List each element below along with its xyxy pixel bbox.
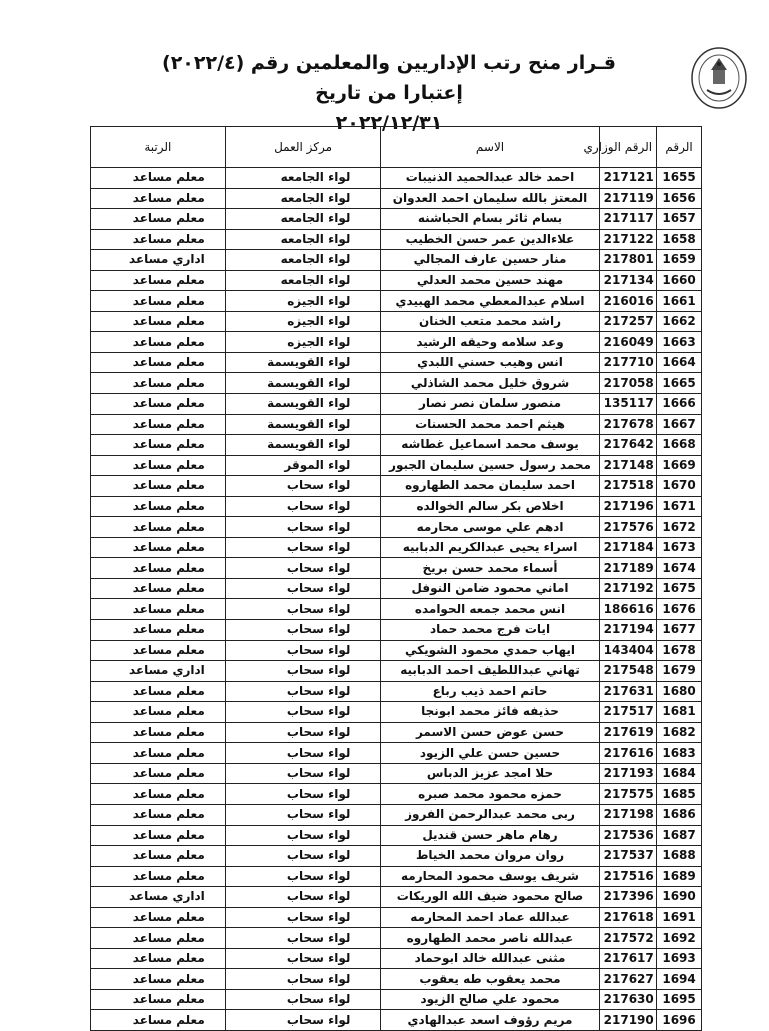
title-line-2: ٢٠٢٢/١٢/٣١	[335, 112, 443, 134]
table-row	[91, 846, 702, 867]
cell-name: احمد خالد عبدالحميد الذنيبات	[381, 168, 599, 189]
cell-number: 1673	[657, 537, 702, 558]
table-row	[91, 394, 702, 415]
cell-ministerial-number: 217119	[599, 188, 656, 209]
table-row	[91, 414, 702, 435]
cell-ministerial-number: 217710	[599, 352, 656, 373]
header-number: الرقم	[657, 127, 702, 168]
header-rank: الرتبة	[91, 127, 226, 168]
cell-number: 1687	[657, 825, 702, 846]
cell-rank: معلم مساعد	[91, 352, 226, 373]
cell-name: محمد رسول حسين سليمان الجبور	[381, 455, 599, 476]
cell-ministerial-number: 217630	[599, 989, 656, 1010]
cell-number: 1690	[657, 887, 702, 908]
table-row	[91, 702, 702, 723]
cell-name: عبدالله ناصر محمد الطهاروه	[381, 928, 599, 949]
cell-rank: معلم مساعد	[91, 681, 226, 702]
cell-work-center: لواء سحاب	[225, 496, 381, 517]
cell-ministerial-number: 143404	[599, 640, 656, 661]
cell-work-center: لواء الجيزه	[225, 311, 381, 332]
table-row	[91, 804, 702, 825]
cell-work-center: لواء سحاب	[225, 661, 381, 682]
cell-rank: معلم مساعد	[91, 311, 226, 332]
table-row	[91, 784, 702, 805]
cell-number: 1680	[657, 681, 702, 702]
cell-work-center: لواء سحاب	[225, 537, 381, 558]
cell-name: يوسف محمد اسماعيل غطاشه	[381, 435, 599, 456]
cell-rank: معلم مساعد	[91, 188, 226, 209]
cell-rank: معلم مساعد	[91, 332, 226, 353]
table-row	[91, 496, 702, 517]
cell-name: مهند حسين محمد العدلي	[381, 270, 599, 291]
table-row	[91, 188, 702, 209]
cell-number: 1678	[657, 640, 702, 661]
cell-rank: معلم مساعد	[91, 948, 226, 969]
cell-rank: معلم مساعد	[91, 435, 226, 456]
cell-ministerial-number: 186616	[599, 599, 656, 620]
cell-rank: معلم مساعد	[91, 168, 226, 189]
table-row	[91, 455, 702, 476]
table-row	[91, 640, 702, 661]
cell-rank: معلم مساعد	[91, 496, 226, 517]
cell-work-center: لواء سحاب	[225, 743, 381, 764]
header-work-center: مركز العمل	[225, 127, 381, 168]
table-row	[91, 435, 702, 456]
cell-work-center: لواء الجامعه	[225, 168, 381, 189]
table-row	[91, 866, 702, 887]
cell-rank: معلم مساعد	[91, 989, 226, 1010]
cell-work-center: لواء سحاب	[225, 928, 381, 949]
document-title	[149, 48, 629, 138]
cell-number: 1672	[657, 517, 702, 538]
cell-work-center: لواء القويسمة	[225, 352, 381, 373]
cell-rank: معلم مساعد	[91, 1010, 226, 1031]
cell-ministerial-number: 217396	[599, 887, 656, 908]
cell-name: اسراء يحيى عبدالكريم الدبابيه	[381, 537, 599, 558]
cell-rank: معلم مساعد	[91, 476, 226, 497]
cell-ministerial-number: 217184	[599, 537, 656, 558]
cell-work-center: لواء سحاب	[225, 558, 381, 579]
cell-name: وعد سلامه وحيقه الرشيد	[381, 332, 599, 353]
cell-rank: معلم مساعد	[91, 209, 226, 230]
cell-ministerial-number: 217678	[599, 414, 656, 435]
cell-name: ادهم علي موسى محارمه	[381, 517, 599, 538]
document-header	[0, 0, 769, 134]
cell-ministerial-number: 217121	[599, 168, 656, 189]
cell-work-center: لواء سحاب	[225, 763, 381, 784]
cell-number: 1696	[657, 1010, 702, 1031]
ministry-emblem-icon	[689, 40, 749, 120]
cell-name: شريف يوسف محمود المحارمه	[381, 866, 599, 887]
cell-work-center: لواء الجامعه	[225, 188, 381, 209]
cell-number: 1656	[657, 188, 702, 209]
cell-rank: معلم مساعد	[91, 270, 226, 291]
table-row	[91, 517, 702, 538]
cell-number: 1664	[657, 352, 702, 373]
cell-rank: معلم مساعد	[91, 373, 226, 394]
cell-ministerial-number: 217617	[599, 948, 656, 969]
cell-ministerial-number: 217618	[599, 907, 656, 928]
table-row	[91, 352, 702, 373]
cell-work-center: لواء الجامعه	[225, 209, 381, 230]
cell-ministerial-number: 217192	[599, 578, 656, 599]
cell-name: اخلاص بكر سالم الخوالده	[381, 496, 599, 517]
cell-ministerial-number: 217117	[599, 209, 656, 230]
cell-ministerial-number: 217148	[599, 455, 656, 476]
cell-ministerial-number: 217627	[599, 969, 656, 990]
cell-number: 1667	[657, 414, 702, 435]
table-row	[91, 620, 702, 641]
cell-name: ايهاب حمدي محمود الشويكي	[381, 640, 599, 661]
cell-work-center: لواء سحاب	[225, 866, 381, 887]
cell-rank: معلم مساعد	[91, 928, 226, 949]
cell-ministerial-number: 217576	[599, 517, 656, 538]
cell-name: حمزه محمود محمد صبره	[381, 784, 599, 805]
cell-rank: معلم مساعد	[91, 517, 226, 538]
cell-name: المعتز بالله سليمان احمد العدوان	[381, 188, 599, 209]
cell-rank: معلم مساعد	[91, 846, 226, 867]
title-line-1: قـرار منح رتب الإداريين والمعلمين رقم (٢٠٢٢/٤) إعتبارا من تاريخ	[162, 52, 616, 104]
cell-rank: معلم مساعد	[91, 702, 226, 723]
cell-rank: معلم مساعد	[91, 578, 226, 599]
cell-name: حسن عوض حسن الاسمر	[381, 722, 599, 743]
cell-ministerial-number: 217196	[599, 496, 656, 517]
table-row	[91, 311, 702, 332]
cell-rank: معلم مساعد	[91, 394, 226, 415]
cell-ministerial-number: 217575	[599, 784, 656, 805]
cell-name: ايات فرج محمد حماد	[381, 620, 599, 641]
table-row	[91, 599, 702, 620]
cell-work-center: لواء سحاب	[225, 620, 381, 641]
table-row	[91, 558, 702, 579]
table-row	[91, 722, 702, 743]
cell-number: 1683	[657, 743, 702, 764]
cell-number: 1671	[657, 496, 702, 517]
cell-ministerial-number: 217619	[599, 722, 656, 743]
cell-name: منار حسين عارف المجالي	[381, 250, 599, 271]
cell-number: 1661	[657, 291, 702, 312]
cell-ministerial-number: 217257	[599, 311, 656, 332]
cell-number: 1689	[657, 866, 702, 887]
cell-rank: معلم مساعد	[91, 969, 226, 990]
table-row	[91, 763, 702, 784]
cell-work-center: لواء سحاب	[225, 476, 381, 497]
cell-name: مريم رؤوف اسعد عبدالهادي	[381, 1010, 599, 1031]
cell-number: 1679	[657, 661, 702, 682]
cell-work-center: لواء سحاب	[225, 722, 381, 743]
cell-rank: معلم مساعد	[91, 722, 226, 743]
cell-name: أسماء محمد حسن بريخ	[381, 558, 599, 579]
cell-number: 1675	[657, 578, 702, 599]
cell-work-center: لواء سحاب	[225, 969, 381, 990]
cell-ministerial-number: 217548	[599, 661, 656, 682]
cell-number: 1677	[657, 620, 702, 641]
cell-name: تهاني عبداللطيف احمد الدبابيه	[381, 661, 599, 682]
cell-ministerial-number: 217537	[599, 846, 656, 867]
cell-rank: معلم مساعد	[91, 291, 226, 312]
cell-work-center: لواء سحاب	[225, 517, 381, 538]
cell-number: 1670	[657, 476, 702, 497]
cell-number: 1684	[657, 763, 702, 784]
cell-ministerial-number: 217058	[599, 373, 656, 394]
cell-work-center: لواء الجامعه	[225, 270, 381, 291]
table-row	[91, 250, 702, 271]
cell-work-center: لواء القويسمة	[225, 414, 381, 435]
cell-number: 1668	[657, 435, 702, 456]
promotions-table-wrapper	[90, 126, 702, 1031]
cell-work-center: لواء سحاب	[225, 948, 381, 969]
cell-name: حاتم احمد ذيب رباع	[381, 681, 599, 702]
header-ministerial-number: الرقم الوزاري	[599, 127, 656, 168]
cell-ministerial-number: 216049	[599, 332, 656, 353]
cell-rank: معلم مساعد	[91, 599, 226, 620]
cell-rank: اداري مساعد	[91, 661, 226, 682]
cell-work-center: لواء القويسمة	[225, 394, 381, 415]
cell-name: رهام ماهر حسن قنديل	[381, 825, 599, 846]
cell-work-center: لواء سحاب	[225, 599, 381, 620]
cell-number: 1663	[657, 332, 702, 353]
cell-name: اسلام عبدالمعطي محمد الهبيدي	[381, 291, 599, 312]
cell-ministerial-number: 217517	[599, 702, 656, 723]
cell-number: 1695	[657, 989, 702, 1010]
cell-ministerial-number: 217642	[599, 435, 656, 456]
cell-rank: معلم مساعد	[91, 640, 226, 661]
cell-number: 1674	[657, 558, 702, 579]
cell-work-center: لواء سحاب	[225, 784, 381, 805]
cell-rank: معلم مساعد	[91, 455, 226, 476]
cell-rank: معلم مساعد	[91, 866, 226, 887]
cell-rank: معلم مساعد	[91, 784, 226, 805]
cell-number: 1662	[657, 311, 702, 332]
cell-rank: معلم مساعد	[91, 743, 226, 764]
table-body	[91, 168, 702, 1031]
cell-name: علاءالدين عمر حسن الخطيب	[381, 229, 599, 250]
cell-ministerial-number: 217801	[599, 250, 656, 271]
cell-ministerial-number: 217516	[599, 866, 656, 887]
cell-name: راشد محمد متعب الخنان	[381, 311, 599, 332]
cell-ministerial-number: 217193	[599, 763, 656, 784]
cell-ministerial-number: 217536	[599, 825, 656, 846]
cell-ministerial-number: 217616	[599, 743, 656, 764]
cell-number: 1682	[657, 722, 702, 743]
cell-name: محمد يعقوب طه يعقوب	[381, 969, 599, 990]
cell-work-center: لواء القويسمة	[225, 373, 381, 394]
table-row	[91, 229, 702, 250]
table-row	[91, 887, 702, 908]
table-row	[91, 681, 702, 702]
cell-work-center: لواء الجامعه	[225, 250, 381, 271]
cell-rank: معلم مساعد	[91, 825, 226, 846]
cell-ministerial-number: 135117	[599, 394, 656, 415]
cell-name: اماني محمود ضامن النوفل	[381, 578, 599, 599]
cell-number: 1655	[657, 168, 702, 189]
cell-number: 1692	[657, 928, 702, 949]
cell-rank: معلم مساعد	[91, 229, 226, 250]
cell-number: 1693	[657, 948, 702, 969]
cell-rank: معلم مساعد	[91, 537, 226, 558]
table-row	[91, 948, 702, 969]
cell-work-center: لواء سحاب	[225, 846, 381, 867]
cell-work-center: لواء الجيزه	[225, 332, 381, 353]
table-row	[91, 928, 702, 949]
cell-ministerial-number: 216016	[599, 291, 656, 312]
cell-name: عبدالله عماد احمد المحارمه	[381, 907, 599, 928]
cell-name: حسين حسن علي الزيود	[381, 743, 599, 764]
cell-name: شروق خليل محمد الشاذلي	[381, 373, 599, 394]
cell-work-center: لواء سحاب	[225, 804, 381, 825]
cell-ministerial-number: 217189	[599, 558, 656, 579]
table-row	[91, 537, 702, 558]
cell-rank: معلم مساعد	[91, 804, 226, 825]
cell-work-center: لواء سحاب	[225, 1010, 381, 1031]
table-row	[91, 332, 702, 353]
cell-work-center: لواء سحاب	[225, 681, 381, 702]
table-row	[91, 1010, 702, 1031]
cell-rank: اداري مساعد	[91, 887, 226, 908]
cell-name: صالح محمود ضيف الله الوريكات	[381, 887, 599, 908]
cell-work-center: لواء الموقر	[225, 455, 381, 476]
cell-number: 1660	[657, 270, 702, 291]
cell-name: بسام ثائر بسام الحباشنه	[381, 209, 599, 230]
cell-number: 1676	[657, 599, 702, 620]
table-row	[91, 209, 702, 230]
cell-name: مثنى عبدالله خالد ابوحماد	[381, 948, 599, 969]
cell-ministerial-number: 217122	[599, 229, 656, 250]
cell-ministerial-number: 217134	[599, 270, 656, 291]
cell-ministerial-number: 217194	[599, 620, 656, 641]
cell-number: 1669	[657, 455, 702, 476]
cell-number: 1691	[657, 907, 702, 928]
cell-name: منصور سلمان نصر نصار	[381, 394, 599, 415]
cell-number: 1666	[657, 394, 702, 415]
cell-number: 1694	[657, 969, 702, 990]
cell-number: 1659	[657, 250, 702, 271]
cell-rank: معلم مساعد	[91, 907, 226, 928]
cell-number: 1688	[657, 846, 702, 867]
promotions-table	[90, 126, 702, 1031]
cell-number: 1681	[657, 702, 702, 723]
cell-number: 1686	[657, 804, 702, 825]
cell-name: انس وهيب حسني اللبدي	[381, 352, 599, 373]
cell-ministerial-number: 217518	[599, 476, 656, 497]
cell-rank: اداري مساعد	[91, 250, 226, 271]
cell-work-center: لواء سحاب	[225, 578, 381, 599]
cell-work-center: لواء الجيزه	[225, 291, 381, 312]
cell-rank: معلم مساعد	[91, 620, 226, 641]
cell-work-center: لواء سحاب	[225, 989, 381, 1010]
cell-work-center: لواء القويسمة	[225, 435, 381, 456]
cell-work-center: لواء سحاب	[225, 887, 381, 908]
table-row	[91, 476, 702, 497]
cell-work-center: لواء الجامعه	[225, 229, 381, 250]
cell-name: حلا امجد عزيز الدباس	[381, 763, 599, 784]
cell-work-center: لواء سحاب	[225, 825, 381, 846]
cell-number: 1685	[657, 784, 702, 805]
table-row	[91, 661, 702, 682]
table-header-row	[91, 127, 702, 168]
cell-number: 1658	[657, 229, 702, 250]
cell-name: حذيفه فائز محمد ابونجا	[381, 702, 599, 723]
cell-ministerial-number: 217190	[599, 1010, 656, 1031]
table-row	[91, 578, 702, 599]
cell-name: ربى محمد عبدالرحمن الفروز	[381, 804, 599, 825]
table-row	[91, 291, 702, 312]
cell-name: محمود علي صالح الزيود	[381, 989, 599, 1010]
header-name: الاسم	[381, 127, 599, 168]
cell-name: انس محمد جمعه الحوامده	[381, 599, 599, 620]
cell-work-center: لواء سحاب	[225, 702, 381, 723]
table-row	[91, 168, 702, 189]
cell-ministerial-number: 217572	[599, 928, 656, 949]
cell-name: هيثم احمد محمد الحسنات	[381, 414, 599, 435]
cell-rank: معلم مساعد	[91, 763, 226, 784]
table-row	[91, 825, 702, 846]
cell-rank: معلم مساعد	[91, 414, 226, 435]
table-row	[91, 907, 702, 928]
table-row	[91, 989, 702, 1010]
cell-ministerial-number: 217198	[599, 804, 656, 825]
cell-number: 1657	[657, 209, 702, 230]
table-row	[91, 969, 702, 990]
table-row	[91, 743, 702, 764]
cell-work-center: لواء سحاب	[225, 640, 381, 661]
cell-name: روان مروان محمد الخياط	[381, 846, 599, 867]
cell-name: احمد سليمان محمد الطهاروه	[381, 476, 599, 497]
table-row	[91, 373, 702, 394]
table-row	[91, 270, 702, 291]
cell-number: 1665	[657, 373, 702, 394]
cell-work-center: لواء سحاب	[225, 907, 381, 928]
cell-ministerial-number: 217631	[599, 681, 656, 702]
cell-rank: معلم مساعد	[91, 558, 226, 579]
